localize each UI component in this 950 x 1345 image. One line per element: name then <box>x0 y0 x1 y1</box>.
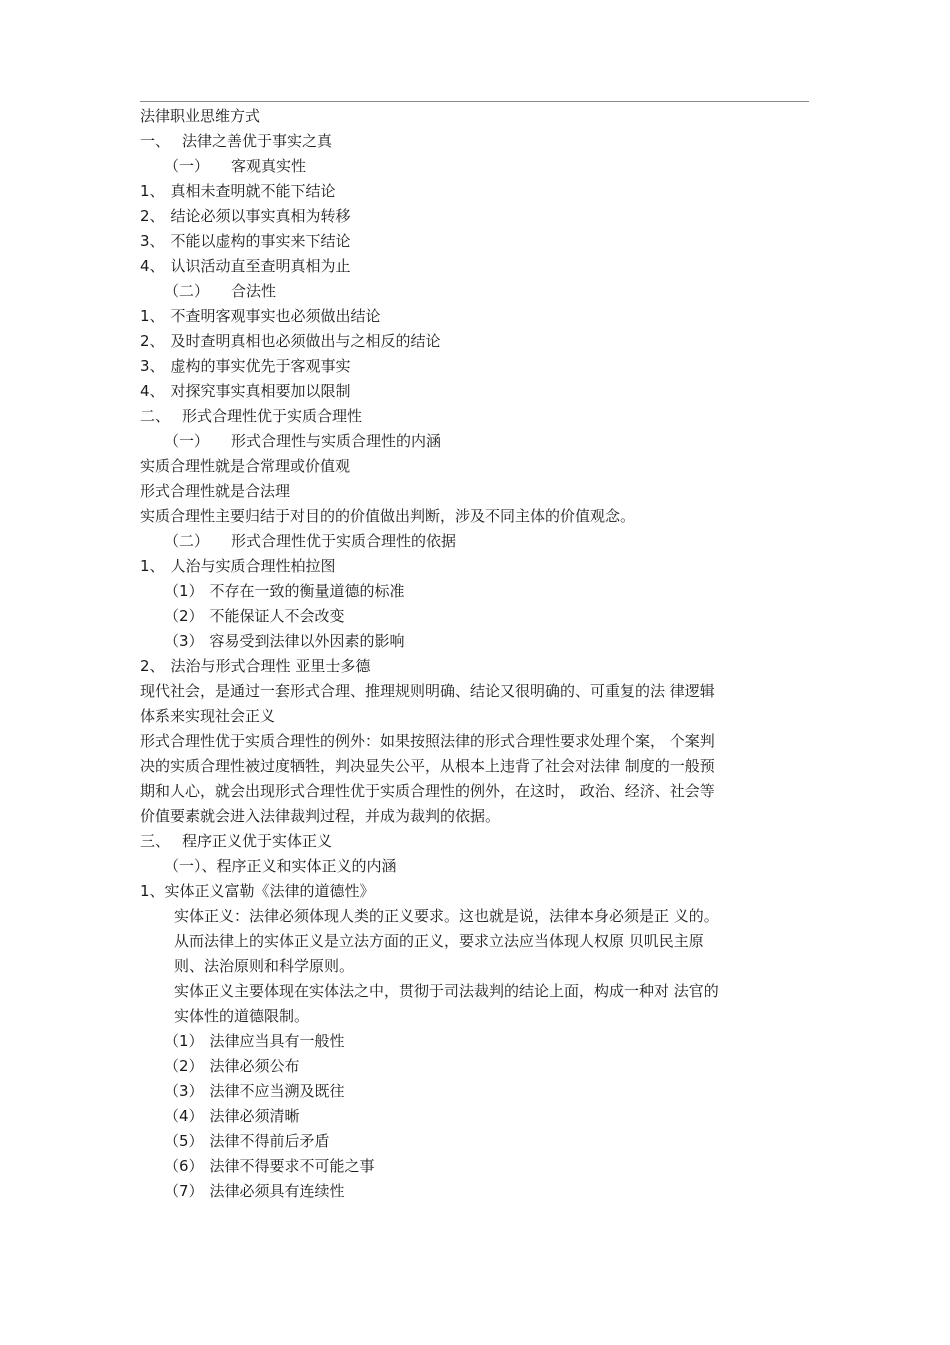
list-item <box>140 254 809 279</box>
sub-item-number: （1） <box>164 582 204 600</box>
sub-list-item <box>140 629 809 654</box>
paragraph-line: 期和人心，就会出现形式合理性优于实质合理性的例外，在这时， 政治、经济、社会等 <box>140 782 715 800</box>
header-rule <box>140 101 809 102</box>
subsection-number: （二） <box>164 282 210 300</box>
sub-list-item <box>140 1179 809 1204</box>
subsection-heading <box>140 854 809 879</box>
sub-list-item <box>140 1154 809 1179</box>
subsection-title: 形式合理性优于实质合理性的依据 <box>231 532 457 550</box>
paragraph-line: 现代社会，是通过一套形式合理、推理规则明确、结论又很明确的、可重复的法 律逻辑 <box>140 682 715 700</box>
subsection-number: （一） <box>164 857 202 875</box>
list-item <box>140 554 809 579</box>
subsection-number: （二） <box>164 532 210 550</box>
subsection-title: 合法性 <box>231 282 277 300</box>
item-text: 虚构的事实优先于客观事实 <box>170 357 351 375</box>
paragraph-line: 形式合理性优于实质合理性的例外：如果按照法律的形式合理性要求处理个案， 个案判 <box>140 732 715 750</box>
item-number: 4、 <box>140 257 165 275</box>
sub-list-item <box>140 1054 809 1079</box>
paragraph-line: 价值要素就会进入法律裁判过程，并成为裁判的依据。 <box>140 807 501 825</box>
item-text: 认识活动直至查明真相为止 <box>170 257 351 275</box>
list-item <box>140 229 809 254</box>
subsection-title: 客观真实性 <box>231 157 307 175</box>
body-line: 实质合理性就是合常理或价值观 <box>140 457 351 475</box>
list-item <box>140 204 809 229</box>
sub-item-text: 法律不得要求不可能之事 <box>209 1157 375 1175</box>
sub-item-number: （3） <box>164 1082 204 1100</box>
section-heading <box>140 404 809 429</box>
item-number: 1、 <box>140 182 165 200</box>
sub-item-text: 不存在一致的衡量道德的标准 <box>209 582 405 600</box>
section-heading <box>140 829 809 854</box>
paragraph-line: 体系来实现社会正义 <box>140 707 276 725</box>
item-number: 1、 <box>140 307 165 325</box>
section-number: 三、 <box>140 832 171 850</box>
item-text: 不能以虚构的事实来下结论 <box>170 232 351 250</box>
item-number: 2、 <box>140 207 165 225</box>
sub-list-item <box>140 1029 809 1054</box>
document-body <box>140 104 809 1204</box>
subsection-title: 、程序正义和实体正义的内涵 <box>201 857 397 875</box>
sub-list-item <box>140 1129 809 1154</box>
sub-item-text: 不能保证人不会改变 <box>209 607 345 625</box>
sub-list-item <box>140 1079 809 1104</box>
sub-item-number: （6） <box>164 1157 204 1175</box>
item-number: 4、 <box>140 382 165 400</box>
item-number: 1、 <box>140 557 165 575</box>
section-title: 法律之善优于事实之真 <box>182 132 333 150</box>
subsection-title: 形式合理性与实质合理性的内涵 <box>231 432 442 450</box>
sub-item-number: （2） <box>164 1057 204 1075</box>
item-text: 及时查明真相也必须做出与之相反的结论 <box>170 332 441 350</box>
item-text: 人治与实质合理性柏拉图 <box>170 557 336 575</box>
sub-item-text: 法律不得前后矛盾 <box>209 1132 330 1150</box>
paragraph-line: 则、法治原则和科学原则。 <box>174 957 355 975</box>
sub-item-number: （2） <box>164 607 204 625</box>
list-item <box>140 654 809 679</box>
list-item <box>140 379 809 404</box>
item-text: 结论必须以事实真相为转移 <box>170 207 351 225</box>
subsection-number: （一） <box>164 432 210 450</box>
subsection-heading <box>140 279 809 304</box>
item-number: 2、 <box>140 657 165 675</box>
sub-item-number: （7） <box>164 1182 204 1200</box>
item-number: 3、 <box>140 232 165 250</box>
subsection-heading <box>140 529 809 554</box>
list-item <box>140 879 809 904</box>
item-text: 实体正义富勒《法律的道德性》 <box>164 882 375 900</box>
paragraph-line: 决的实质合理性被过度牺牲，判决显失公平，从根本上违背了社会对法律 制度的一般预 <box>140 757 715 775</box>
sub-item-number: （4） <box>164 1107 204 1125</box>
section-title: 程序正义优于实体正义 <box>182 832 333 850</box>
paragraph-line: 从而法律上的实体正义是立法方面的正义，要求立法应当体现人权原 贝叽民主原 <box>174 932 704 950</box>
subsection-heading <box>140 154 809 179</box>
item-text: 真相未查明就不能下结论 <box>170 182 336 200</box>
sub-item-number: （1） <box>164 1032 204 1050</box>
item-text: 对探究事实真相要加以限制 <box>170 382 351 400</box>
section-title: 形式合理性优于实质合理性 <box>182 407 363 425</box>
paragraph-line: 实体正义主要体现在实体法之中，贯彻于司法裁判的结论上面，构成一种对 法官的 <box>174 982 719 1000</box>
sub-list-item <box>140 1104 809 1129</box>
document-title: 法律职业思维方式 <box>140 107 261 125</box>
sub-item-text: 法律不应当溯及既往 <box>209 1082 345 1100</box>
sub-list-item <box>140 604 809 629</box>
body-line: 形式合理性就是合法理 <box>140 482 291 500</box>
section-heading <box>140 129 809 154</box>
sub-item-text: 容易受到法律以外因素的影响 <box>209 632 405 650</box>
body-line: 实质合理性主要归结于对目的的价值做出判断，涉及不同主体的价值观念。 <box>140 507 636 525</box>
paragraph-line: 实体性的道德限制。 <box>174 1007 310 1025</box>
list-item <box>140 354 809 379</box>
sub-item-number: （3） <box>164 632 204 650</box>
item-text: 法治与形式合理性 亚里士多德 <box>170 657 371 675</box>
sub-item-text: 法律必须具有连续性 <box>209 1182 345 1200</box>
item-text: 不查明客观事实也必须做出结论 <box>170 307 381 325</box>
subsection-heading <box>140 429 809 454</box>
sub-item-number: （5） <box>164 1132 204 1150</box>
item-number: 1、 <box>140 882 165 900</box>
section-number: 二、 <box>140 407 171 425</box>
list-item <box>140 304 809 329</box>
list-item <box>140 329 809 354</box>
list-item <box>140 179 809 204</box>
item-number: 2、 <box>140 332 165 350</box>
paragraph-line: 实体正义：法律必须体现人类的正义要求。这也就是说，法律本身必须是正 义的。 <box>174 907 719 925</box>
subsection-number: （一） <box>164 157 210 175</box>
sub-list-item <box>140 579 809 604</box>
sub-item-text: 法律必须清晰 <box>209 1107 300 1125</box>
section-number: 一、 <box>140 132 171 150</box>
sub-item-text: 法律必须公布 <box>209 1057 300 1075</box>
sub-item-text: 法律应当具有一般性 <box>209 1032 345 1050</box>
item-number: 3、 <box>140 357 165 375</box>
